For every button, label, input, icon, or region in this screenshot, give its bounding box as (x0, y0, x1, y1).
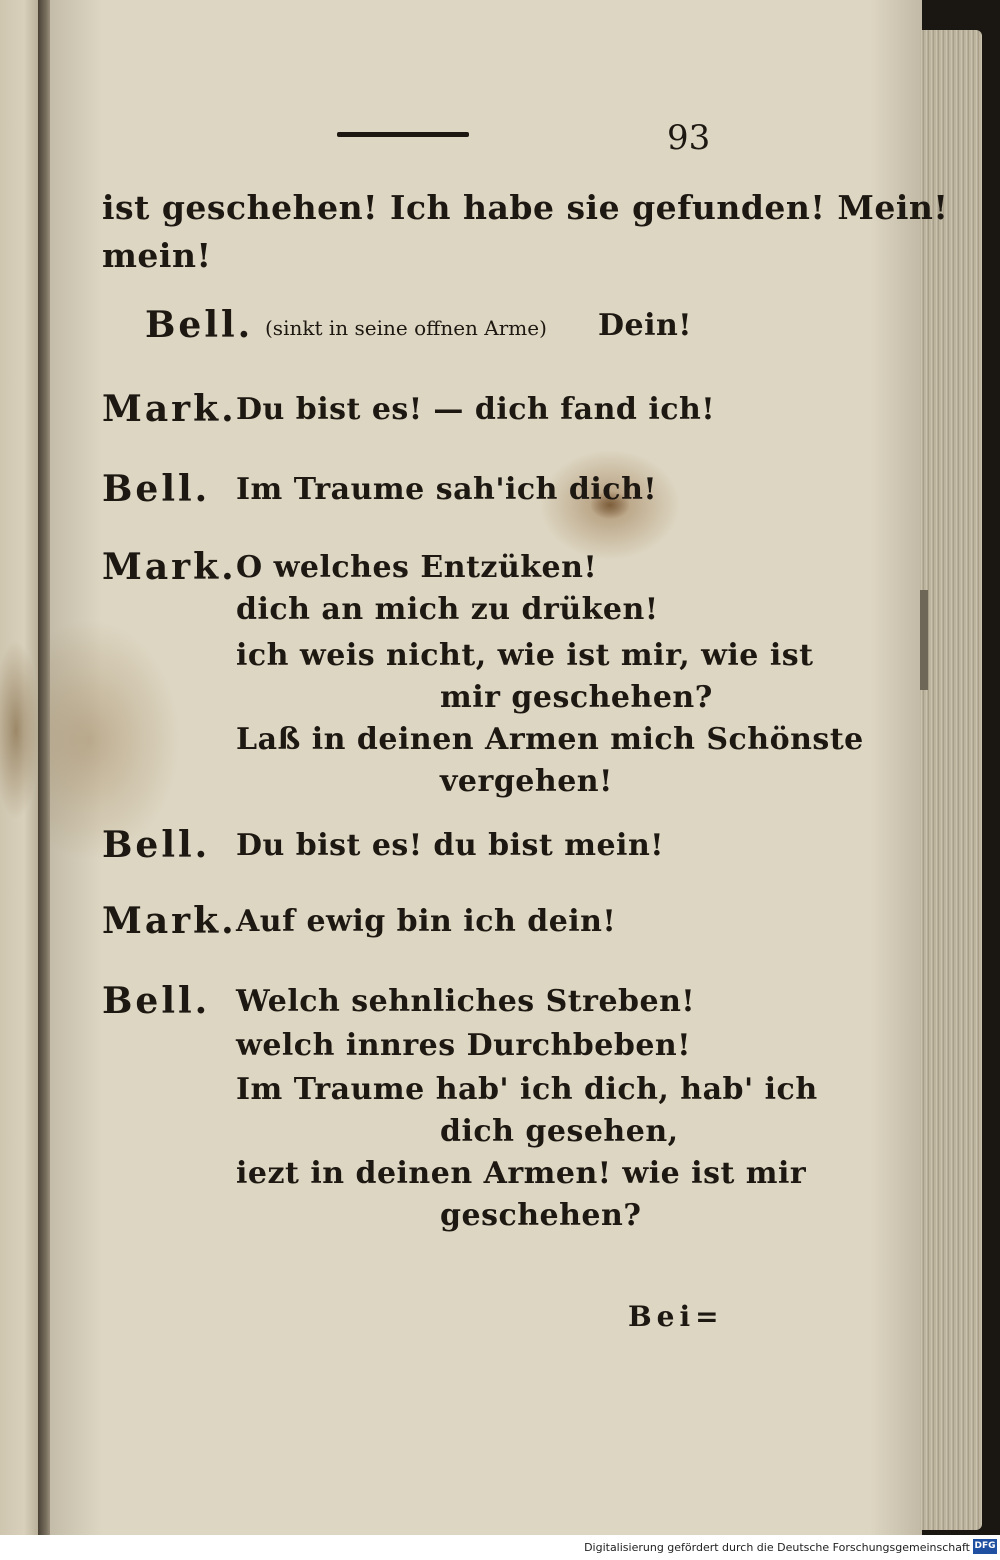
footer-credit: Digitalisierung gefördert durch die Deutsche Forschungsgemeinschaft (584, 1541, 970, 1554)
speaker-name: Mark. (102, 900, 237, 942)
verse-line: dich gesehen, (440, 1114, 679, 1149)
verse-line: iezt in deinen Armen! wie ist mir (236, 1156, 807, 1191)
verse-line: Welch sehnliches Streben! (236, 984, 696, 1019)
verse-line: Im Traume hab' ich dich, hab' ich (236, 1072, 818, 1107)
catchword: Bei= (628, 1300, 724, 1333)
stage-direction: (sinkt in seine offnen Arme) (265, 316, 547, 340)
header-rule (337, 132, 469, 137)
prose-line: mein! (102, 236, 212, 275)
verse-line: Laß in deinen Armen mich Schönste (236, 722, 864, 757)
speaker-name: Bell. (102, 980, 211, 1022)
verse-line: geschehen? (440, 1198, 642, 1233)
verse-line: mir geschehen? (440, 680, 713, 715)
verse-line: Du bist es! du bist mein! (236, 828, 664, 863)
verse-line: vergehen! (440, 764, 613, 799)
page-block-edges (920, 30, 982, 1530)
verse-line: Auf ewig bin ich dein! (236, 904, 617, 939)
speaker-name: Bell. (102, 824, 211, 866)
speaker-name: Bell. (145, 304, 254, 346)
page-number: 93 (667, 118, 711, 158)
speaker-name: Bell. (102, 468, 211, 510)
speaker-name: Mark. (102, 388, 237, 430)
verse-line: welch innres Durchbeben! (236, 1028, 691, 1063)
facing-page-edge (0, 0, 40, 1535)
verse-line: ich weis nicht, wie ist mir, wie ist (236, 638, 814, 673)
prose-line: ist geschehen! Ich habe sie gefunden! Mein! (102, 188, 949, 227)
dfg-logo-icon: DFG (973, 1539, 997, 1554)
verse-line: O welches Entzüken! (236, 550, 598, 585)
verse-line: Im Traume sah'ich dich! (236, 472, 658, 507)
verse-line: Dein! (598, 308, 692, 343)
speaker-name: Mark. (102, 546, 237, 588)
verse-line: Du bist es! — dich fand ich! (236, 392, 715, 427)
verse-line: dich an mich zu drüken! (236, 592, 659, 627)
